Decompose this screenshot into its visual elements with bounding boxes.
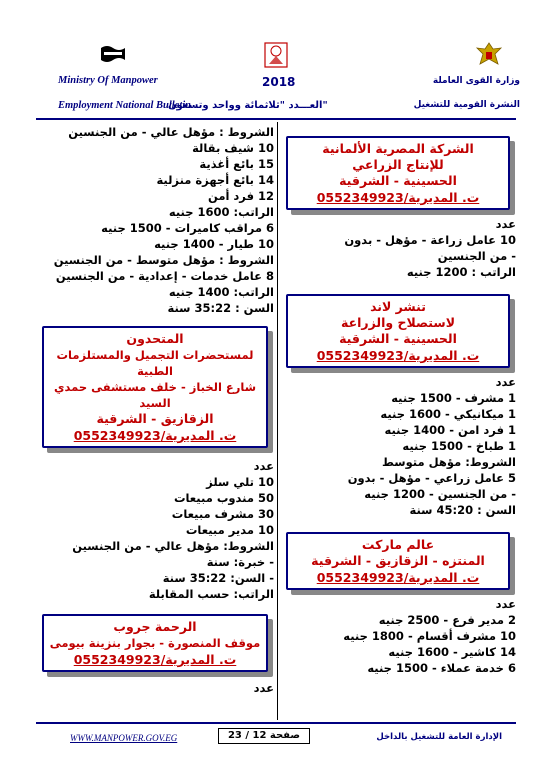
listing-line: 30 مشرف مبيعات bbox=[171, 507, 274, 521]
listing-line: 6 مراقب كاميرات - 1500 جنيه bbox=[101, 221, 274, 235]
job-listing-block bbox=[38, 124, 274, 316]
company-box bbox=[286, 136, 510, 210]
company-name: عالم ماركت bbox=[361, 537, 435, 552]
listing-line: 1 ميكانيكي - 1600 جنيه bbox=[380, 407, 516, 421]
ministry-name-en: Ministry Of Manpower bbox=[58, 75, 158, 86]
listing-line: 2 مدير فرع - 2500 جنيه bbox=[378, 613, 516, 627]
issue-number: العـــدد "ثلاثمائة وواحد وتسعون" bbox=[168, 100, 328, 111]
company-activity: لاستصلاح والزراعة bbox=[341, 315, 455, 330]
page-number: صفحة 12 / 23 bbox=[218, 728, 310, 744]
listing-line: عدد bbox=[495, 597, 516, 611]
company-phone: ت. المديرية/0552349923 bbox=[316, 348, 480, 363]
job-listing-block bbox=[38, 458, 274, 602]
listing-line: الشروط: مؤهل متوسط bbox=[381, 455, 516, 469]
listing-line: 8 عامل خدمات - إعدادية - من الجنسين bbox=[55, 269, 274, 283]
company-name: الشركة المصرية الألمانية bbox=[322, 141, 474, 156]
ministry-name-ar: وزارة القوى العاملة bbox=[432, 76, 520, 86]
company-phone: ت. المديرية/0552349923 bbox=[316, 570, 480, 585]
listing-line: عدد bbox=[253, 681, 274, 695]
listing-line: الراتب: 1400 جنيه bbox=[168, 285, 274, 299]
listing-line: السن : 35:22 سنة bbox=[167, 301, 274, 315]
flag-logo-icon bbox=[100, 44, 126, 64]
company-phone: ت. المديرية/0552349923 bbox=[73, 652, 237, 667]
listing-line: 10 عامل زراعة - مؤهل - بدون bbox=[344, 233, 516, 247]
bulletin-name-ar: النشرة القومية للتشغيل bbox=[413, 100, 520, 110]
listing-line: 10 مشرف أقسام - 1800 جنيه bbox=[343, 629, 516, 643]
company-city: الحسينية - الشرقية bbox=[339, 173, 457, 188]
listing-line: 50 مندوب مبيعات bbox=[173, 491, 274, 505]
company-activity: للإنتاج الزراعي bbox=[352, 157, 444, 172]
listing-line: الراتب: 1600 جنيه bbox=[168, 205, 274, 219]
listing-line: 5 عامل زراعي - مؤهل - بدون bbox=[347, 471, 516, 485]
listing-line: عدد bbox=[495, 217, 516, 231]
company-box bbox=[42, 326, 268, 448]
website-link[interactable]: WWW.MANPOWER.GOV.EG bbox=[70, 733, 178, 743]
listing-line: 14 بائع أجهزة منزلية bbox=[156, 173, 274, 187]
listing-line: عدد bbox=[253, 459, 274, 473]
company-name: المتحدون bbox=[126, 331, 184, 346]
listing-line: 1 فرد امن - 1400 جنيه bbox=[384, 423, 516, 437]
listing-line: 14 كاشير - 1600 جنيه bbox=[388, 645, 516, 659]
job-listing-block bbox=[282, 596, 516, 676]
job-listing-block bbox=[282, 374, 516, 518]
listing-line: 10 طيار - 1400 جنيه bbox=[154, 237, 274, 251]
page-header bbox=[0, 40, 550, 80]
bulletin-emblem-icon bbox=[264, 42, 288, 68]
listing-line: - السن: 35:22 سنة bbox=[162, 571, 274, 585]
company-address: موقف المنصورة - بجوار بنزينة بيومى bbox=[49, 636, 261, 650]
listing-line: - من الجنسين bbox=[437, 249, 516, 263]
listing-line: 15 بائع أغذية bbox=[199, 157, 274, 171]
listing-line: - من الجنسين - 1200 جنيه bbox=[364, 487, 516, 501]
company-box bbox=[286, 294, 510, 368]
company-address: شارع الخباز - خلف مستشفى حمدي السيد bbox=[53, 380, 257, 410]
company-city: المنتزه - الزقازيق - الشرقية bbox=[311, 553, 485, 568]
company-name: الرحمة جروب bbox=[113, 619, 197, 634]
listing-line: - خبرة: سنة bbox=[206, 555, 274, 569]
company-name: تنشر لاند bbox=[370, 299, 426, 314]
eagle-emblem-icon bbox=[474, 40, 504, 70]
listing-line: عدد bbox=[495, 375, 516, 389]
department-name: الإدارة العامة للتشغيل بالداخل bbox=[376, 732, 502, 742]
company-phone: ت. المديرية/0552349923 bbox=[73, 428, 237, 443]
bulletin-name-en: Employment National Bulletin bbox=[58, 100, 192, 111]
company-city: الزقازيق - الشرقية bbox=[96, 411, 214, 426]
job-listing-block bbox=[282, 216, 516, 280]
listing-line: 1 طباخ - 1500 جنيه bbox=[402, 439, 516, 453]
listing-line: 10 مدير مبيعات bbox=[185, 523, 274, 537]
right-column bbox=[282, 124, 516, 676]
listing-line: الشروط : مؤهل عالي - من الجنسين bbox=[68, 125, 274, 139]
company-phone: ت. المديرية/0552349923 bbox=[316, 190, 480, 205]
listing-line: 1 مشرف - 1500 جنيه bbox=[391, 391, 516, 405]
listing-line: السن : 45:20 سنة bbox=[409, 503, 516, 517]
footer-rule bbox=[36, 722, 516, 724]
company-city: الحسينية - الشرقية bbox=[339, 331, 457, 346]
company-box bbox=[42, 614, 268, 672]
listing-line: الراتب : 1200 جنيه bbox=[406, 265, 516, 279]
header-rule bbox=[36, 118, 516, 120]
listing-line: 6 خدمة عملاء - 1500 جنيه bbox=[367, 661, 516, 675]
company-box bbox=[286, 532, 510, 590]
column-divider bbox=[277, 122, 278, 720]
company-activity: لمستحضرات التجميل والمستلزمات الطبية bbox=[56, 348, 254, 378]
listing-line: الشروط : مؤهل متوسط - من الجنسين bbox=[53, 253, 274, 267]
listing-line: الشروط: مؤهل عالي - من الجنسين bbox=[72, 539, 274, 553]
listing-line: 12 فرد أمن bbox=[207, 189, 274, 203]
left-column bbox=[38, 124, 274, 696]
listing-line: 10 تلي سلز bbox=[206, 475, 274, 489]
listing-line: 10 شيف بقالة bbox=[192, 141, 274, 155]
bulletin-year: 2018 bbox=[262, 75, 296, 89]
listing-line: الراتب: حسب المقابلة bbox=[148, 587, 274, 601]
